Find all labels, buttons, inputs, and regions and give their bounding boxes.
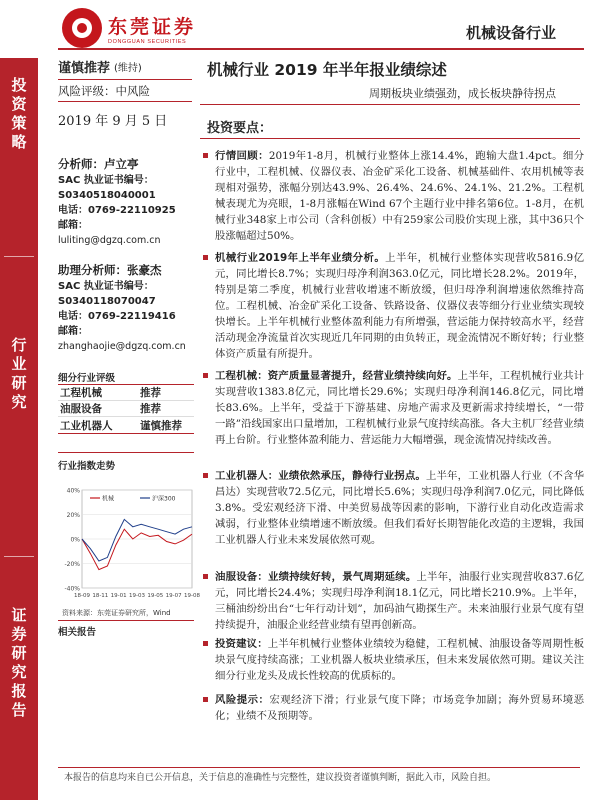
- series-line: [82, 519, 192, 561]
- analyst-2: [58, 262, 194, 354]
- section-strip: [0, 58, 38, 800]
- strip-char: 略: [11, 133, 27, 151]
- subtitle-divider: [200, 104, 580, 105]
- paragraph-risk-warning: [207, 692, 584, 724]
- strip-char: 券: [11, 625, 27, 643]
- rating-note: (维持): [114, 63, 142, 74]
- sector-table-title: 细分行业评级: [58, 373, 116, 384]
- paragraph-text: 上半年机械行业整体业绩较为稳健，工程机械、油服设备等周期性板块景气度持续高涨；工业机器人板块业绩承压，但未来发展依然可期。建议关注细分行业龙头及成长性较高的优质标的。: [215, 638, 585, 682]
- brand-logo: [62, 8, 196, 48]
- bullet-icon: [203, 373, 208, 378]
- report-title: 机械行业 2019 年半年报业绩综述: [207, 61, 447, 79]
- bullet-icon: [203, 574, 208, 579]
- paragraph-text: 上半年，油服行业实现营收837.6亿元，同比增长24.4%；实现归母净利润18.1亿元，同比增长210.9%。上半年，三桶油纷纷出台“七年行动计划”，加码油气勘探生产。未来油服行业景气度有望持续提升，油服企业经营业绩有望再创新高。: [215, 571, 585, 631]
- x-tick-label: 19-08: [184, 593, 200, 599]
- table-row: [58, 401, 194, 417]
- strip-char: 业: [11, 355, 27, 373]
- bullet-icon: [203, 641, 208, 646]
- rating-row: [58, 54, 192, 80]
- strip-char: 告: [11, 701, 27, 719]
- footer-divider: [58, 767, 580, 768]
- related-reports-title: 相关报告: [58, 627, 97, 638]
- disclaimer: 本报告的信息均来自已公开信息，关于信息的准确性与完整性，建议投资者谨慎判断，据此入市，风险自担。: [64, 773, 497, 783]
- chart-source: 资料来源：东莞证券研究所，Wind: [62, 609, 171, 617]
- strip-divider: [4, 556, 34, 557]
- paragraph-text: 上半年，机械行业整体实现营收5816.9亿元，同比增长8.7%；实现归母净利润363.0亿元，同比增长28.2%。2019年，特别是第二季度，机械行业营收增速不断放缓，但归母净利润增速依然维持高位。工程机械、冶金矿采化工设备、铁路设备、仪器仪表等细分行业业绩实现较快增长。上半年机械行业整体盈利能力有所增强，营运能力保持较高水平，经营活动现金净流量首次实现近几年同期的由负转正，现金流情况不断好转；行业整体资产质量有所提升。: [215, 252, 584, 360]
- paragraph-lead: 机械行业2019年上半年业绩分析。: [215, 252, 386, 264]
- strip-char: 究: [11, 663, 27, 681]
- sector-name: 工业机器人: [60, 419, 113, 432]
- paragraph-construction-machinery: [207, 368, 584, 448]
- logo-emblem-icon: [62, 8, 102, 48]
- key-points-divider: [200, 138, 580, 139]
- cert-label: SAC 执业证书编号：: [58, 175, 154, 186]
- table-row: [58, 417, 194, 433]
- paragraph-lead: 行情回顾：: [215, 150, 269, 162]
- strip-char: 研: [11, 644, 27, 662]
- x-tick-label: 19-01: [110, 593, 127, 599]
- x-tick-label: 19-03: [129, 593, 145, 599]
- sector-name: 油服设备: [60, 403, 102, 415]
- header-divider: [58, 48, 584, 50]
- key-points-title: 投资要点：: [207, 121, 273, 136]
- chart-title: 行业指数走势: [58, 461, 116, 472]
- bullet-icon: [203, 153, 208, 158]
- strip-char: 报: [11, 682, 27, 700]
- index-trend-chart: [58, 484, 200, 606]
- report-meta: [58, 54, 192, 129]
- strip-char: 投: [11, 76, 27, 94]
- related-divider: [58, 620, 194, 621]
- sector-rating: 谨慎推荐: [140, 419, 182, 432]
- y-tick-label: 0%: [70, 536, 80, 544]
- sector-rating: 推荐: [140, 387, 161, 399]
- industry-label: 机械设备行业: [465, 24, 556, 42]
- paragraph-oil-services: [207, 569, 584, 633]
- bullet-icon: [203, 255, 208, 260]
- strip-char: 行: [11, 336, 27, 354]
- chart-divider: [58, 452, 194, 453]
- paragraph-industrial-robots: [207, 468, 584, 548]
- strip-section-strategy: [0, 76, 38, 152]
- paragraph-lead: 工程机械：资产质量显著提升，经营业绩持续向好。: [215, 370, 458, 382]
- y-tick-label: 40%: [66, 487, 80, 495]
- analyst-name: 分析师：卢立亭: [58, 157, 139, 171]
- analyst-1: [58, 156, 194, 248]
- email-label: 邮箱：: [58, 326, 88, 337]
- rating-value: 谨慎推荐: [58, 61, 111, 76]
- strip-char: 策: [11, 114, 27, 132]
- paragraph-text: 2019年1-8月，机械行业整体上涨14.4%，跑输大盘1.4pct。细分行业中，工程机械、仪器仪表、冶金矿采化工设备、机械基础件、农用机械等表现相对强势，涨幅分别达43.9%、26.4%、24.6%、24.1%、21.2%。工程机械表现尤为亮眼，1-8月涨幅在Wind 67个主题行业中排名第6位。1-8月，在机械行业348家上市公司（含科创板）中有259家公司股价实现上涨，其中36只个股涨幅超过50%。: [215, 150, 584, 242]
- strip-divider: [4, 256, 34, 257]
- cert-number: S0340118070047: [58, 296, 156, 307]
- paragraph-h1-analysis: [207, 250, 584, 362]
- report-date: 2019 年 9 月 5 日: [58, 114, 168, 129]
- y-tick-label: 20%: [66, 512, 80, 519]
- brand-name-cn: 东莞证券: [108, 15, 197, 38]
- paragraph-lead: 风险提示：: [215, 694, 270, 706]
- paragraph-text: 宏观经济下滑；行业景气度下降；市场竞争加剧；海外贸易环境恶化；业绩不及预期等。: [215, 694, 585, 722]
- legend-label: 机械: [102, 495, 115, 503]
- paragraph-lead: 油服设备：业绩持续好转，景气周期延续。: [215, 571, 417, 583]
- strip-char: 资: [11, 95, 27, 113]
- sector-name: 工程机械: [60, 387, 102, 399]
- analyst-name: 助理分析师：张豪杰: [58, 263, 162, 277]
- paragraph-text: 上半年，工业机器人行业（不含华昌达）实现营收72.5亿元，同比增长5.6%；实现归母净利润7.0亿元，同比降低3.8%。受宏观经济下滑、中美贸易战等因素的影响，下游行业自动化改造需求减弱，行业整体业绩增速不断放缓。但我们看好长期智能化改造的主逻辑，我国工业机器人行业未来发展依然可观。: [215, 470, 585, 546]
- strip-char: 究: [11, 393, 27, 411]
- y-tick-label: -20%: [64, 561, 80, 568]
- email-link[interactable]: luliting@dgzq.com.cn: [58, 235, 161, 246]
- strip-char: 证: [11, 606, 27, 624]
- x-tick-label: 18-09: [74, 593, 90, 599]
- phone: 电话：0769-22110925: [58, 205, 176, 216]
- email-link[interactable]: zhanghaojie@dgzq.com.cn: [58, 341, 186, 352]
- paragraph-market-review: [207, 148, 584, 244]
- phone: 电话：0769-22119416: [58, 311, 176, 322]
- x-tick-label: 19-05: [147, 593, 164, 599]
- cert-label: SAC 执业证书编号：: [58, 281, 154, 292]
- risk-rating: [58, 80, 192, 102]
- email-label: 邮箱：: [58, 220, 88, 231]
- strip-char: 研: [11, 374, 27, 392]
- report-subtitle: 周期板块业绩强劲，成长板块静待拐点: [369, 87, 556, 100]
- strip-section-industry: [0, 336, 38, 412]
- sector-rating-table: [58, 384, 194, 434]
- x-tick-label: 19-07: [165, 593, 182, 599]
- bullet-icon: [203, 697, 208, 702]
- cert-number: S0340518040001: [58, 190, 156, 201]
- paragraph-investment-advice: [207, 636, 584, 684]
- strip-section-report: [0, 606, 38, 720]
- legend-label: 沪深300: [152, 495, 176, 503]
- y-tick-label: -40%: [64, 585, 80, 593]
- x-tick-label: 18-11: [92, 593, 109, 599]
- bullet-icon: [203, 473, 208, 478]
- brand-name-en: DONGGUAN SECURITIES: [108, 38, 187, 45]
- paragraph-text: 上半年，工程机械行业共计实现营收1383.8亿元，同比增长29.6%；实现归母净利润146.8亿元，同比增长83.6%。上半年，受益于下游基建、房地产需求及更新需求持续增长，“一带一路”沿线国家出口量增加，工程机械行业景气度持续高涨。各大主机厂经营业绩再上台阶。行业整体盈利能力、营运能力大幅增强，现金流情况持续改善。: [215, 370, 585, 446]
- paragraph-lead: 投资建议：: [215, 638, 268, 650]
- table-row: [58, 385, 194, 401]
- risk-text: 风险评级：中风险: [58, 83, 150, 98]
- paragraph-lead: 工业机器人：业绩依然承压，静待行业拐点。: [215, 470, 426, 482]
- sector-rating: 推荐: [140, 403, 161, 415]
